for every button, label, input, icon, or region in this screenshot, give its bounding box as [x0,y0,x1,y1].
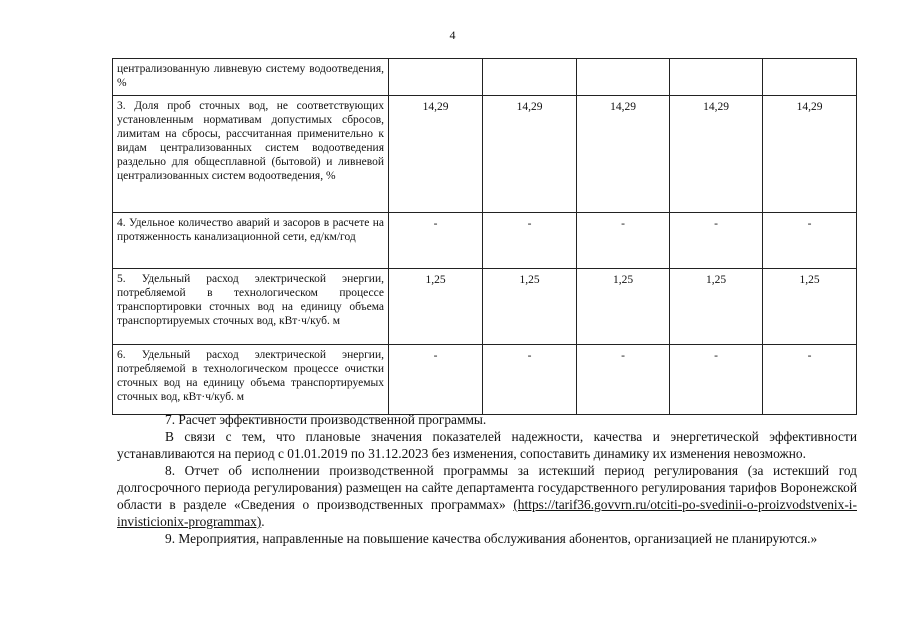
indicator-value: - [763,213,857,269]
indicator-value: - [389,213,483,269]
section-8-end: . [261,514,265,529]
indicator-value: 1,25 [389,269,483,345]
section-8-paragraph [117,462,857,530]
indicator-value [763,59,857,96]
indicator-value: - [389,345,483,415]
indicator-value: 14,29 [670,96,763,213]
section-8-body: 8. Отчет об исполнении производственной программы за истекший период регулирования (за истекший год долгосрочного периода регулирования) размещен на сайте департамента государственного регулирования тарифов Воронежской области в разделе «Сведения о производственных программах» [117,463,857,512]
indicator-value: 14,29 [389,96,483,213]
indicator-label: 4. Удельное количество аварий и засоров в расчете на протяженность канализационной сети, ед/км/год [113,213,389,269]
report-link[interactable]: (https://tarif36.govvrn.ru/otciti-po-svedinii-o-proizvodstvenix-i-invisticionix-programmax) [117,497,857,529]
indicator-label: 6. Удельный расход электрической энергии, потребляемой в технологическом процессе очистки сточных вод на единицу объема транспортируемых сточных вод, кВт·ч/куб. м [113,345,389,415]
indicators-table-body [113,59,857,415]
indicator-value: - [670,345,763,415]
table-row [113,269,857,345]
indicator-value: - [577,213,670,269]
indicator-value [577,59,670,96]
indicator-label: 3. Доля проб сточных вод, не соответствующих установленным нормативам допустимых сбросов, лимитам на сбросы, рассчитанная применительно к видам централизованных систем водоотведения раздельно для общесплавной (бытовой) и ливневой централизованных систем водоотведения, % [113,96,389,213]
indicator-value: 1,25 [483,269,577,345]
indicator-value: 1,25 [670,269,763,345]
section-9-body: 9. Мероприятия, направленные на повышение качества обслуживания абонентов, организацией не планируются.» [165,531,818,546]
indicators-table [112,58,857,415]
indicator-label: централизованную ливневую систему водоотведения, % [113,59,389,96]
indicator-value: 14,29 [763,96,857,213]
document-text [117,411,857,547]
indicator-value: 1,25 [577,269,670,345]
table-row [113,59,857,96]
table-row [113,213,857,269]
indicator-value: - [483,345,577,415]
indicator-value: - [483,213,577,269]
indicator-value [670,59,763,96]
table-row [113,345,857,415]
indicator-label: 5. Удельный расход электрической энергии, потребляемой в технологическом процессе транспортировки сточных вод на единицу объема транспортируемых сточных вод, кВт·ч/куб. м [113,269,389,345]
indicator-value: - [763,345,857,415]
page-number: 4 [449,28,456,42]
indicator-value: 1,25 [763,269,857,345]
indicator-value: - [577,345,670,415]
table-row [113,96,857,213]
indicator-value: - [670,213,763,269]
section-7-heading: 7. Расчет эффективности производственной программы. [165,412,487,427]
indicator-value [483,59,577,96]
indicator-value [389,59,483,96]
section-7-body: В связи с тем, что плановые значения показателей надежности, качества и энергетической эффективности устанавливаются на период с 01.01.2019 по 31.12.2023 без изменения, сопоставить динамику их изменения невозможно. [117,429,857,461]
indicator-value: 14,29 [577,96,670,213]
indicator-value: 14,29 [483,96,577,213]
